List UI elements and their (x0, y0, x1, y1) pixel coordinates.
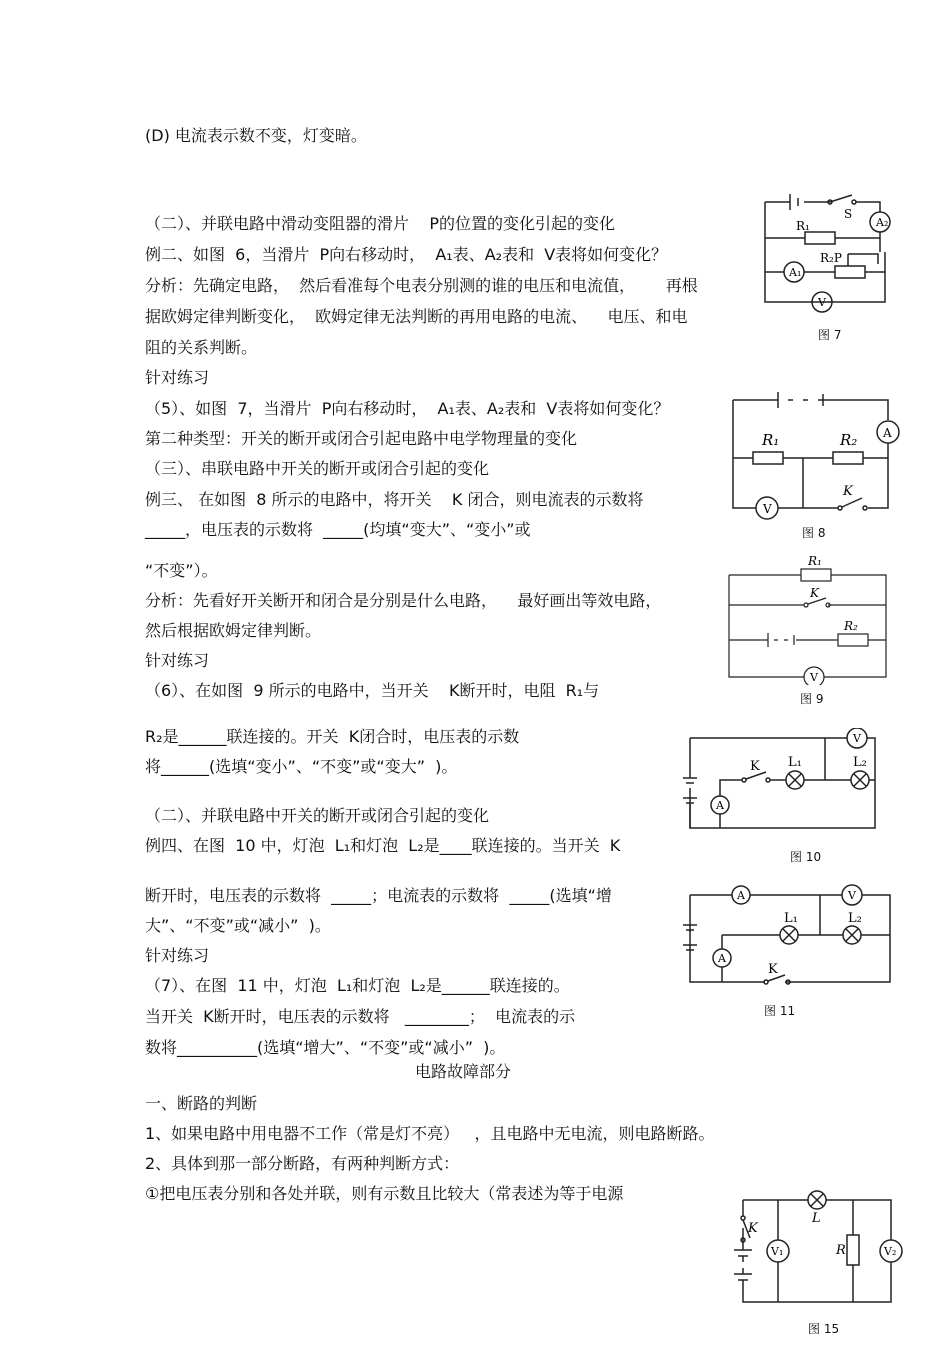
practice-heading: 针对练习 (145, 946, 210, 965)
text-line: 分析：先看好开关断开和闭合是分别是什么电路， 最好画出等效电路， (145, 591, 662, 610)
fig7-label-r2p: R₂P (820, 251, 842, 265)
text-line: “不变”）。 (145, 561, 218, 580)
text-line: 例四、在图 10 中，灯泡 L₁和灯泡 L₂是____联连接的。当开关 K (145, 836, 621, 855)
text-line: 例三、 在如图 8 所示的电路中，将开关 K 闭合，则电流表的示数将 (145, 490, 644, 509)
figure-10-caption: 图 10 (790, 850, 822, 864)
fig9-label-r1: R₁ (808, 555, 822, 568)
fig10-label-l2: L₂ (853, 755, 867, 770)
text-line: 大”、“不变”或“减小” )。 (145, 916, 331, 935)
fig9-label-k: K (810, 586, 819, 600)
text-line: （6）、在如图 9 所示的电路中，当开关 K断开时，电阻 R₁与 (145, 681, 600, 700)
subsection-heading: 一、断路的判断 (145, 1094, 258, 1113)
fig15-label-l: L (812, 1211, 821, 1226)
fig11-label-k: K (768, 962, 778, 977)
fig15-label-k: K (748, 1221, 758, 1236)
text-line: 分析：先确定电路， 然后看准每个电表分别测的谁的电压和电流值， 再根 (145, 276, 698, 295)
fig15-label-v1: V₁ (771, 1245, 784, 1258)
fig7-label-a2: A₂ (876, 216, 889, 229)
section-title: 电路故障部分 (415, 1062, 512, 1081)
fig15-label-r: R (836, 1243, 846, 1258)
text-line: 当开关 K断开时，电压表的示数将 ________； 电流表的示 (145, 1007, 576, 1026)
text-line: 第二种类型：开关的断开或闭合引起电路中电学物理量的变化 (145, 429, 578, 448)
circuit-figure-8 (728, 390, 903, 520)
text-line: 阻的关系判断。 (145, 338, 258, 357)
fig8-label-k: K (843, 484, 853, 499)
text-line: 例二、如图 6，当滑片 P向右移动时， A₁表、A₂表和 V表将如何变化？ (145, 245, 668, 264)
circuit-figure-15 (728, 1190, 913, 1310)
practice-heading: 针对练习 (145, 651, 210, 670)
text-line: 将______(选填“变小”、“不变”或“变大” )。 (145, 757, 458, 776)
circuit-figure-10 (680, 728, 885, 838)
section-heading: （三）、串联电路中开关的断开或闭合引起的变化 (145, 459, 490, 478)
text-line: 1、如果电路中用电器不工作（常是灯不亮） ，且电路中无电流，则电路断路。 (145, 1124, 715, 1143)
fig10-label-a: A (716, 799, 724, 812)
circuit-figure-11 (680, 880, 895, 990)
figure-7-caption: 图 7 (818, 328, 842, 342)
fig9-label-r2: R₂ (844, 619, 858, 633)
text-line: ①把电压表分别和各处并联，则有示数且比较大（常表述为等于电源 (145, 1184, 624, 1203)
section-heading: （二）、并联电路中开关的断开或闭合引起的变化 (145, 806, 490, 825)
fig8-label-v: V (763, 502, 772, 516)
fig8-label-a: A (883, 426, 892, 440)
fig8-label-r1: R₁ (762, 431, 780, 449)
fig11-label-l1: L₁ (784, 911, 798, 926)
fig8-label-r2: R₂ (840, 431, 858, 449)
fig11-label-v: V (848, 889, 856, 902)
fig7-label-r1: R₁ (796, 219, 810, 233)
fig10-label-v: V (853, 732, 861, 745)
text-line: 2、具体到那一部分断路，有两种判断方式： (145, 1154, 460, 1173)
figure-11-caption: 图 11 (764, 1004, 796, 1018)
fig10-label-l1: L₁ (788, 755, 802, 770)
fig15-label-v2: V₂ (884, 1245, 897, 1258)
figure-8-caption: 图 8 (802, 526, 826, 540)
text-line: _____，电压表的示数将 _____(均填“变大”、“变小”或 (145, 520, 531, 539)
fig7-label-s: S (844, 207, 853, 221)
figure-15-caption: 图 15 (808, 1322, 840, 1336)
text-line: 数将__________(选填“增大”、“不变”或“减小” )。 (145, 1038, 506, 1057)
fig7-label-v: V (818, 296, 826, 309)
practice-heading: 针对练习 (145, 368, 210, 387)
fig9-label-v: V (810, 671, 818, 684)
fig7-label-a1: A₁ (789, 266, 802, 279)
text-line: R₂是______联连接的。开关 K闭合时，电压表的示数 (145, 727, 520, 746)
fig10-label-k: K (750, 759, 760, 774)
fig11-label-a2: A (718, 952, 726, 965)
circuit-figure-7 (760, 190, 895, 315)
text-line: 据欧姆定律判断变化， 欧姆定律无法判断的再用电路的电流、 电压、和电 (145, 307, 688, 326)
text-line: 断开时，电压表的示数将 _____；电流表的示数将 _____(选填“增 (145, 886, 612, 905)
figure-9-caption: 图 9 (800, 692, 824, 706)
fig11-label-a: A (737, 889, 745, 902)
text-line: （5）、如图 7，当滑片 P向右移动时， A₁表、A₂表和 V表将如何变化？ (145, 399, 670, 418)
text-line: （7）、在图 11 中，灯泡 L₁和灯泡 L₂是______联连接的。 (145, 976, 570, 995)
text-line: (D) 电流表示数不变，灯变暗。 (145, 126, 367, 145)
circuit-figure-9 (726, 555, 891, 685)
fig11-label-l2: L₂ (848, 911, 862, 926)
section-heading: （二）、并联电路中滑动变阻器的滑片 P的位置的变化引起的变化 (145, 214, 615, 233)
text-line: 然后根据欧姆定律判断。 (145, 621, 322, 640)
